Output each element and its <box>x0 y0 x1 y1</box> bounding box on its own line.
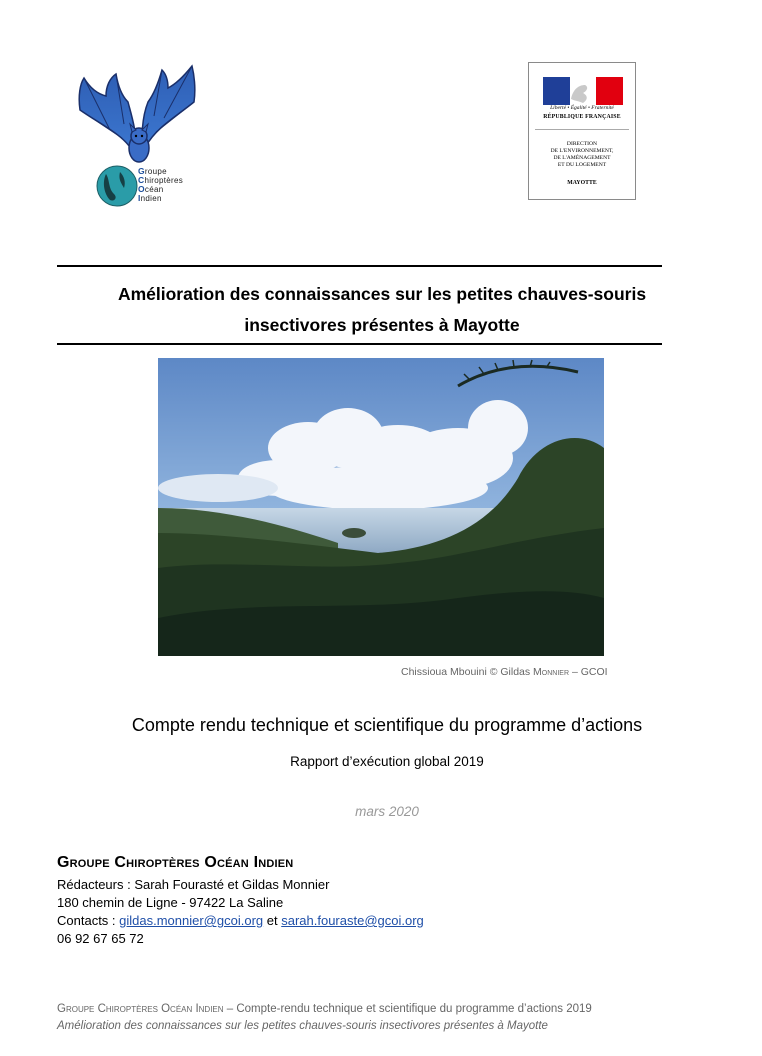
photo-caption <box>401 666 608 678</box>
caption-org: – GCOI <box>569 666 608 678</box>
footer-line-1 <box>57 1003 592 1015</box>
report-subtitle: Rapport d’exécution global 2019 <box>290 754 484 769</box>
email-link-sarah[interactable]: sarah.fouraste@gcoi.org <box>281 913 424 928</box>
title-line-1: Amélioration des connaissances sur les petites chauves-souris <box>117 284 647 304</box>
gcoi-logo-text: Groupe Chiroptères Océan Indien <box>138 166 184 203</box>
report-date: mars 2020 <box>355 804 419 819</box>
address: 180 chemin de Ligne - 97422 La Saline <box>57 895 284 910</box>
report-title: Compte rendu technique et scientifique du programme d’actions <box>131 715 643 735</box>
prefecture-motto: Liberté • Égalité • Fraternité <box>550 105 614 111</box>
contacts-label: Contacts : <box>57 913 120 928</box>
prefecture-logo <box>528 62 636 200</box>
footer-org: Groupe Chiroptères Océan Indien <box>57 1003 224 1015</box>
footer-line-2: Amélioration des connaissances sur les petites chauves-souris insectivores présentes à Mayotte <box>57 1020 548 1032</box>
phone: 06 92 67 65 72 <box>57 931 144 946</box>
direction-line-4: ET DU LOGEMENT <box>557 162 607 168</box>
email-link-gildas[interactable]: gildas.monnier@gcoi.org <box>119 913 264 928</box>
direction-line-2: DE L'ENVIRONNEMENT, <box>550 148 614 154</box>
title-rule-top <box>57 265 662 267</box>
marianne-flag-icon <box>543 77 623 105</box>
caption-place: Chissioua Mbouini © Gildas <box>401 666 534 678</box>
title-rule-bottom <box>57 343 662 345</box>
prefecture-divider <box>535 129 629 130</box>
contacts-and: et <box>263 913 282 928</box>
prefecture-republic: RÉPUBLIQUE FRANÇAISE <box>543 114 621 120</box>
contacts <box>57 913 424 928</box>
prefecture-region: MAYOTTE <box>567 180 597 186</box>
direction-line-1: DIRECTION <box>566 141 598 147</box>
authors: Rédacteurs : Sarah Fourasté et Gildas Monnier <box>57 877 330 892</box>
caption-author: Monnier <box>533 666 570 678</box>
direction-line-3: DE L'AMÉNAGEMENT <box>553 155 611 161</box>
landscape-photo <box>158 358 604 656</box>
title-line-2: insectivores présentes à Mayotte <box>244 315 520 335</box>
organisation-name: Groupe Chiroptères Océan Indien <box>57 854 294 871</box>
footer-rest: – Compte-rendu technique et scientifique du programme d’actions 2019 <box>223 1003 592 1015</box>
prefecture-direction <box>529 141 635 169</box>
